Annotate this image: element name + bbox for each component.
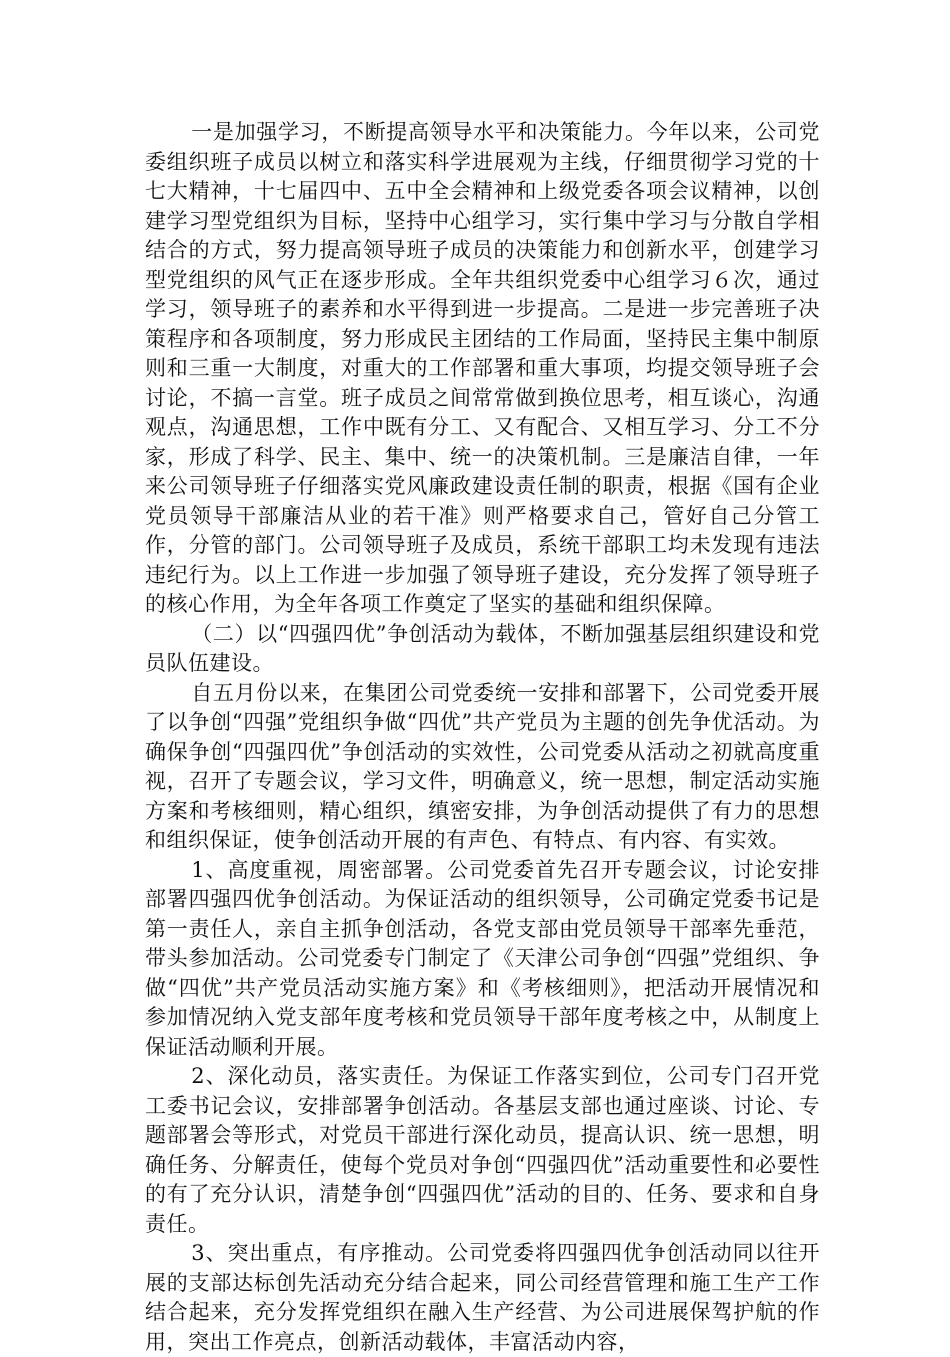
paragraph-point-three: 3、突出重点，有序推动。公司党委将四强四优争创活动同以往开展的支部达标创先活动充分结合起来，同公司经营管理和施工生产工作结合起来，充分发挥党组织在融入生产经营、为公司进展保驾护航的作用，突出工作亮点，创新活动载体，丰富活动内容， [145, 1241, 820, 1354]
paragraph-leadership-study: 一是加强学习，不断提高领导水平和决策能力。今年以来，公司党委组织班子成员以树立和落实科学进展观为主线，仔细贯彻学习党的十七大精神，十七届四中、五中全会精神和上级党委各项会议精神，以创建学习型党组织为目标，坚持中心组学习，实行集中学习与分散自学相结合的方式，努力提高领导班子成员的决策能力和创新水平，创建学习型党组织的风气正在逐步形成。全年共组织党委中心组学习６次，通过学习，领导班子的素养和水平得到进一步提高。二是进一步完善班子决策程序和各项制度，努力形成民主团结的工作局面，坚持民主集中制原则和三重一大制度，对重大的工作部署和重大事项，均提交领导班子会讨论，不搞一言堂。班子成员之间常常做到换位思考，相互谈心，沟通观点，沟通思想，工作中既有分工、又有配合、又相互学习、分工不分家，形成了科学、民主、集中、统一的决策机制。三是廉洁自律，一年来公司领导班子仔细落实党风廉政建设责任制的职责，根据《国有企业党员领导干部廉洁从业的若干准》则严格要求自己，管好自己分管工作，分管的部门。公司领导班子及成员，系统干部职工均未发现有违法违纪行为。以上工作进一步加强了领导班子建设，充分发挥了领导班子的核心作用，为全年各项工作奠定了坚实的基础和组织保障。 [145, 120, 820, 616]
document-body [145, 118, 820, 1357]
paragraph-point-one: 1、高度重视，周密部署。公司党委首先召开专题会议，讨论安排部署四强四优争创活动。为保证活动的组织领导，公司确定党委书记是第一责任人，亲自主抓争创活动，各党支部由党员领导干部率先垂范，带头参加活动。公司党委专门制定了《天津公司争创“四强”党组织、争做“四优”共产党员活动实施方案》和《考核细则》，把活动开展情况和参加情况纳入党支部年度考核和党员领导干部年度考核之中，从制度上保证活动顺利开展。 [145, 857, 820, 1059]
paragraph-point-two: 2、深化动员，落实责任。为保证工作落实到位，公司专门召开党工委书记会议，安排部署争创活动。各基层支部也通过座谈、讨论、专题部署会等形式，对党员干部进行深化动员，提高认识、统一思想，明确任务、分解责任，使每个党员对争创“四强四优”活动重要性和必要性的有了充分认识，清楚争创“四强四优”活动的目的、任务、要求和自身责任。 [145, 1064, 820, 1236]
paragraph-section-two-heading: （二）以“四强四优”争创活动为载体，不断加强基层组织建设和党员队伍建设。 [145, 621, 820, 675]
paragraph-activity-overview: 自五月份以来，在集团公司党委统一安排和部署下，公司党委开展了以争创“四强”党组织争做“四优”共产党员为主题的创先争优活动。为确保争创“四强四优”争创活动的实效性，公司党委从活动之初就高度重视，召开了专题会议，学习文件，明确意义，统一思想，制定活动实施方案和考核细则，精心组织，缜密安排，为争创活动提供了有力的思想和组织保证，使争创活动开展的有声色、有特点、有内容、有实效。 [145, 680, 820, 852]
